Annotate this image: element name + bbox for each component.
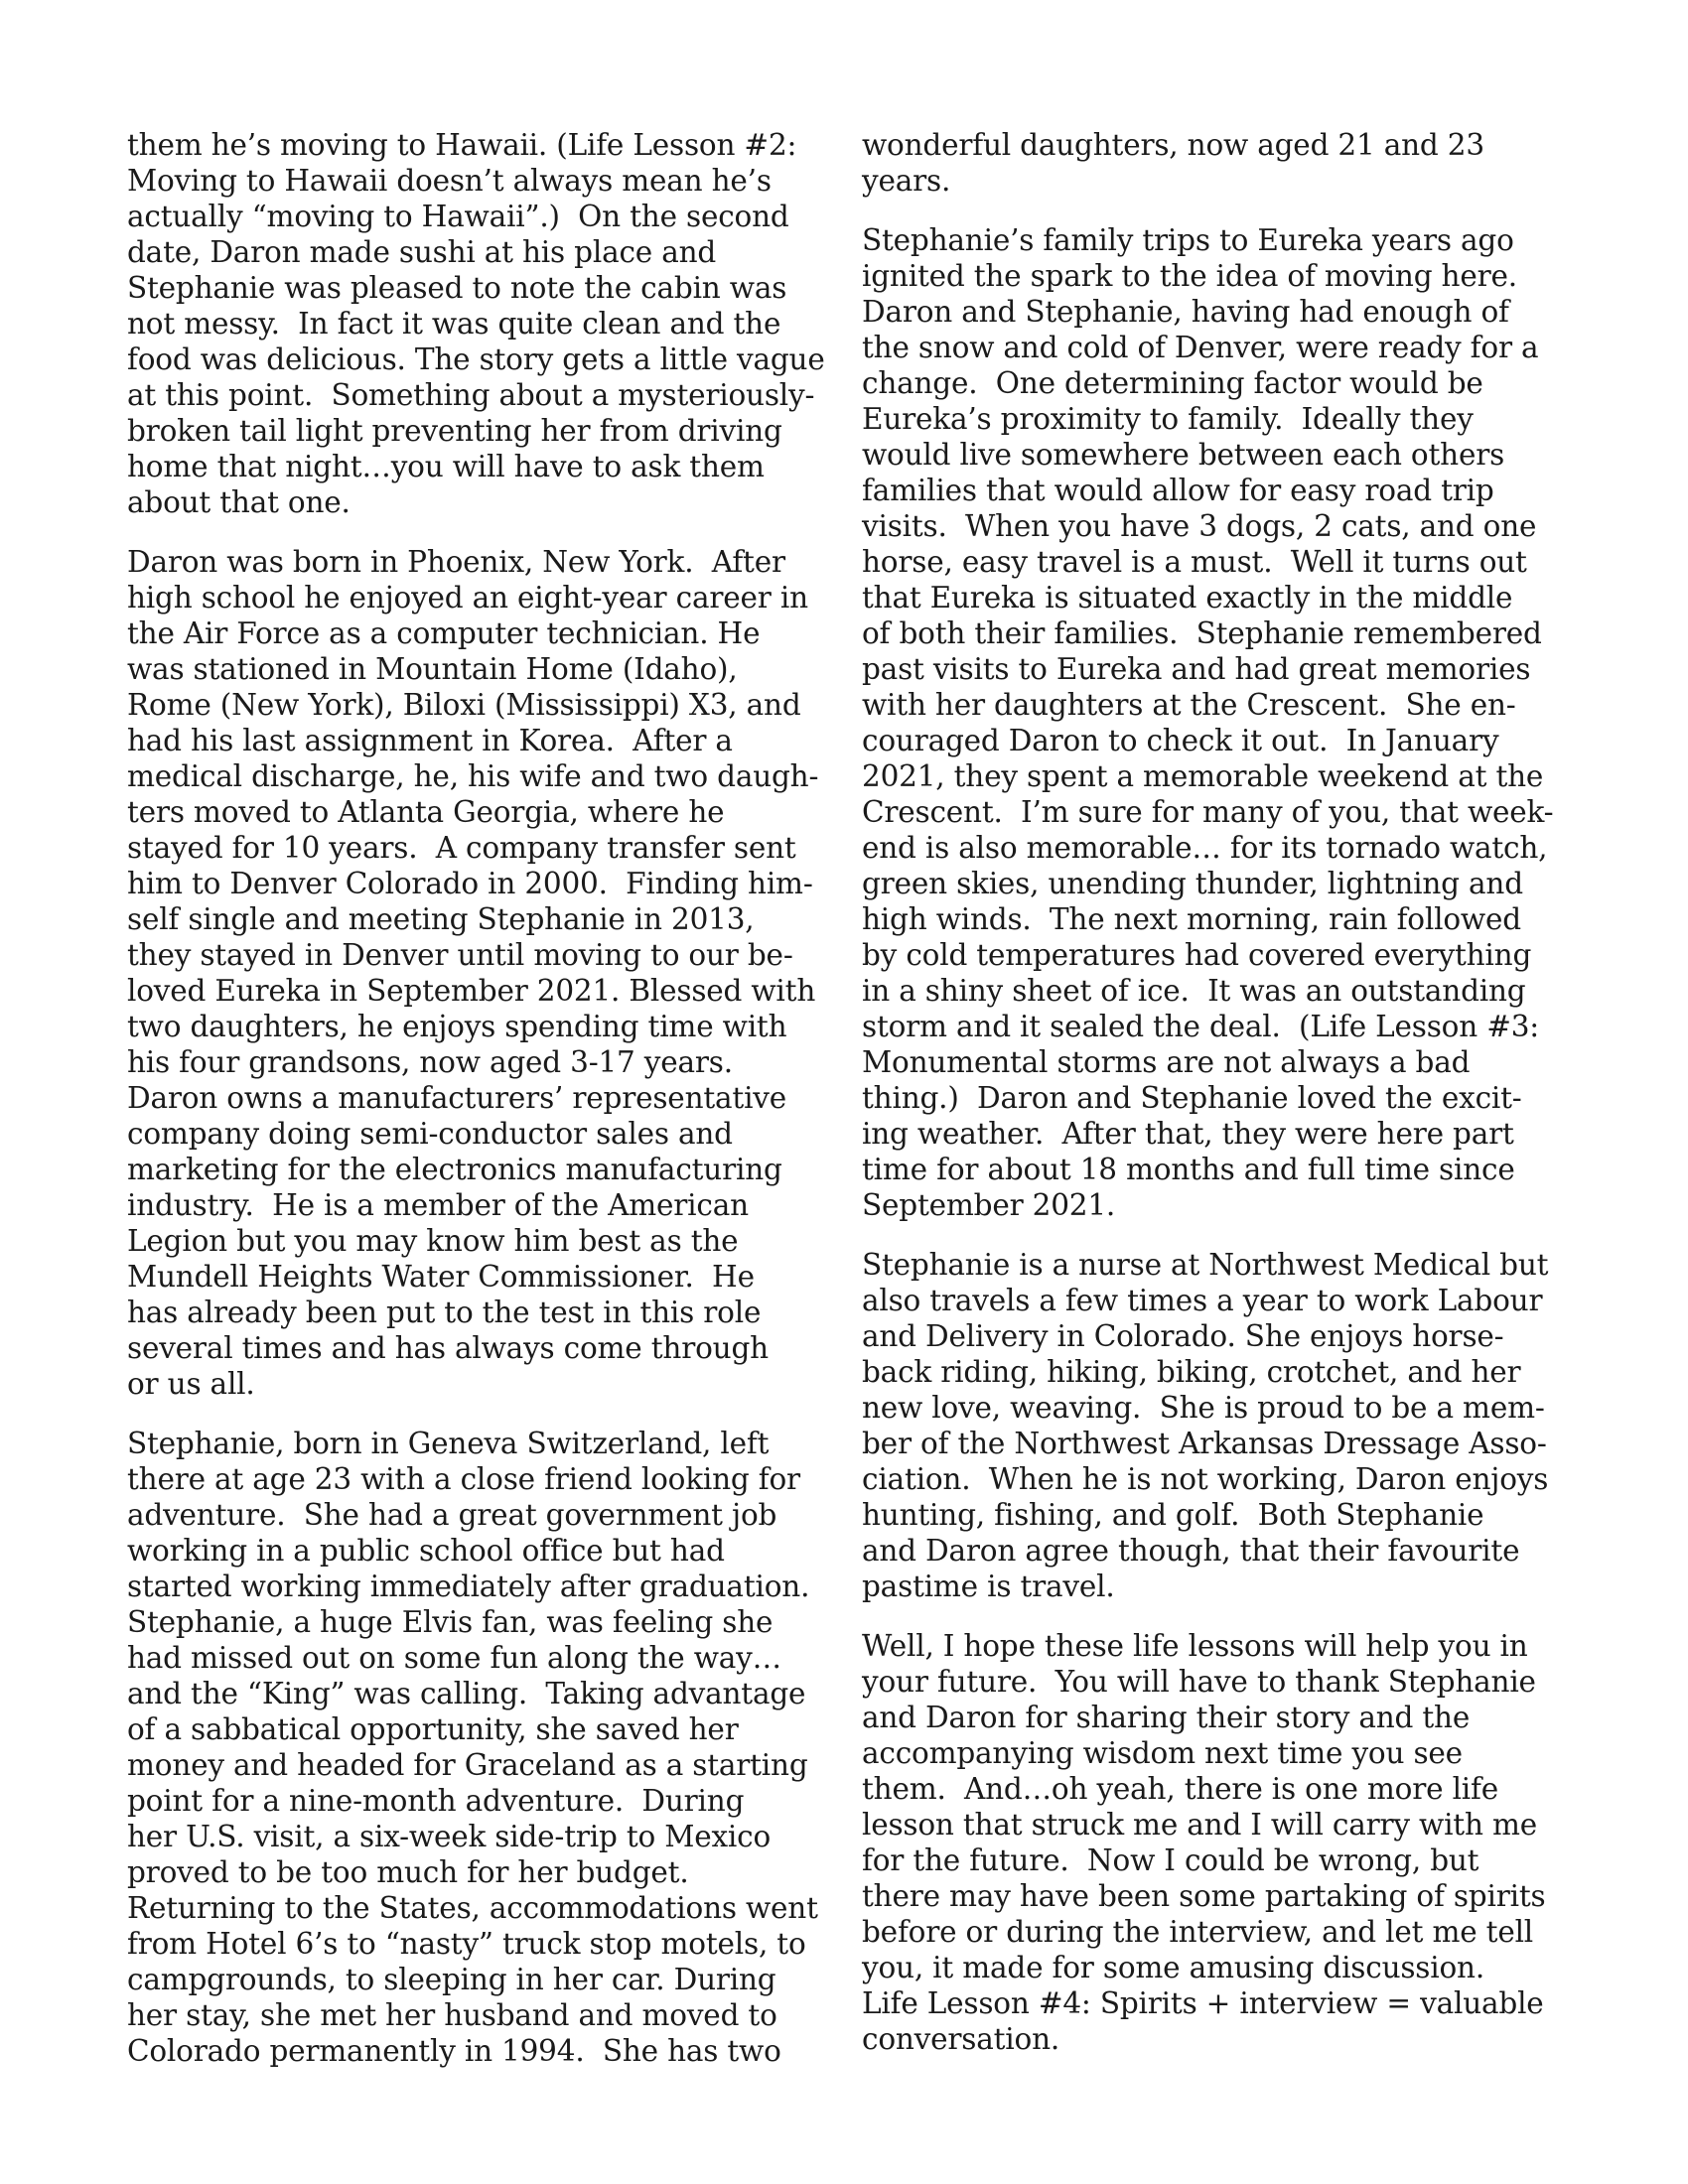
text-line: her U.S. visit, a six-week side-trip to Mexico [127,1820,772,1853]
text-line: her stay, she met her husband and moved to [127,1998,777,2032]
text-line: past visits to Eureka and had great memories [862,652,1531,686]
left-column [127,127,832,2093]
text-line: at this point. Something about a mysteriously- [127,378,815,412]
text-line: of both their families. Stephanie remembered [862,616,1542,650]
text-line: with her daughters at the Crescent. She en- [862,688,1516,722]
text-line: ber of the Northwest Arkansas Dressage Asso- [862,1427,1547,1460]
text-line: high winds. The next morning, rain followed [862,902,1521,936]
text-line: campgrounds, to sleeping in her car. During [127,1963,776,1996]
text-line: ters moved to Atlanta Georgia, where he [127,795,725,829]
text-line: medical discharge, he, his wife and two daugh- [127,759,819,793]
text-line: hunting, fishing, and golf. Both Stephanie [862,1498,1484,1532]
text-line: ing weather. After that, they were here part [862,1117,1514,1151]
text-line: was stationed in Mountain Home (Idaho), [127,652,738,686]
text-line: point for a nine-month adventure. During [127,1784,745,1818]
text-line: company doing semi-conductor sales and [127,1117,733,1151]
text-line: Crescent. I’m sure for many of you, that week- [862,795,1554,829]
text-line: broken tail light preventing her from driving [127,414,782,448]
text-line: proved to be too much for her budget. [127,1855,689,1889]
text-line: wonderful daughters, now aged 21 and 23 [862,128,1484,162]
text-line: Stephanie was pleased to note the cabin was [127,271,787,305]
text-line: of a sabbatical opportunity, she saved her [127,1712,739,1746]
article-paragraph [862,1628,1567,2057]
text-line: lesson that struck me and I will carry with me [862,1808,1537,1842]
text-line: had his last assignment in Korea. After a [127,724,733,757]
text-line: them. And…oh yeah, there is one more life [862,1772,1499,1806]
text-line: Stephanie, born in Geneva Switzerland, left [127,1427,770,1460]
text-line: Colorado permanently in 1994. She has two [127,2034,781,2068]
text-line: and the “King” was calling. Taking advantage [127,1677,806,1710]
text-line: adventure. She had a great government job [127,1498,777,1532]
article-paragraph [127,544,832,1402]
text-line: horse, easy travel is a must. Well it turns out [862,545,1527,579]
text-line: high school he enjoyed an eight-year career in [127,581,808,614]
text-line: two daughters, he enjoys spending time with [127,1010,787,1043]
text-line: before or during the interview, and let me tell [862,1915,1534,1949]
article-paragraph [862,222,1567,1223]
text-line: there may have been some partaking of spirits [862,1879,1546,1913]
text-line: would live somewhere between each others [862,438,1505,472]
text-line: Well, I hope these life lessons will help you in [862,1629,1528,1663]
text-line: by cold temperatures had covered everything [862,938,1532,972]
text-line: Stephanie, a huge Elvis fan, was feeling she [127,1605,774,1639]
text-line: from Hotel 6’s to “nasty” truck stop motels, to [127,1927,806,1961]
article-paragraph [127,1426,832,2069]
text-line: Rome (New York), Biloxi (Mississippi) X3, and [127,688,801,722]
text-line: Daron owns a manufacturers’ representative [127,1081,787,1115]
text-line: and Daron for sharing their story and the [862,1701,1471,1734]
text-line: several times and has always come through [127,1331,769,1365]
article-paragraph [862,127,1567,199]
text-line: and Delivery in Colorado. She enjoys horse- [862,1319,1504,1353]
article-paragraph [127,127,832,520]
text-line: your future. You will have to thank Stephanie [862,1665,1536,1699]
text-line: money and headed for Graceland as a starting [127,1748,808,1782]
text-line: Legion but you may know him best as the [127,1224,739,1258]
text-line: September 2021. [862,1188,1116,1222]
text-line: time for about 18 months and full time since [862,1153,1515,1186]
text-line: in a shiny sheet of ice. It was an outstanding [862,974,1526,1008]
text-line: industry. He is a member of the American [127,1188,749,1222]
text-line: has already been put to the test in this role [127,1296,762,1329]
text-line: and Daron agree though, that their favourite [862,1534,1520,1568]
text-line: storm and it sealed the deal. (Life Lesson #3: [862,1010,1540,1043]
text-line: the Air Force as a computer technician. He [127,616,761,650]
text-line: home that night…you will have to ask them [127,450,765,483]
text-line: not messy. In fact it was quite clean and the [127,307,781,341]
text-line: new love, weaving. She is proud to be a mem- [862,1391,1545,1425]
text-line: them he’s moving to Hawaii. (Life Lesson #2: [127,128,797,162]
text-line: Life Lesson #4: Spirits + interview = valuable [862,1986,1544,2020]
text-line: him to Denver Colorado in 2000. Finding him- [127,867,813,900]
text-line: started working immediately after graduation. [127,1570,810,1603]
text-line: they stayed in Denver until moving to our be- [127,938,793,972]
text-line: Mundell Heights Water Commissioner. He [127,1260,755,1294]
text-line: actually “moving to Hawaii”.) On the second [127,200,789,233]
text-line: years. [862,164,951,198]
text-line: accompanying wisdom next time you see [862,1736,1463,1770]
text-line: you, it made for some amusing discussion. [862,1951,1485,1984]
text-line: Eureka’s proximity to family. Ideally they [862,402,1474,436]
text-line: change. One determining factor would be [862,366,1483,400]
text-line: ciation. When he is not working, Daron enjoys [862,1462,1549,1496]
text-line: conversation. [862,2022,1060,2056]
text-line: green skies, unending thunder, lightning and [862,867,1523,900]
text-line: about that one. [127,485,351,519]
text-line: date, Daron made sushi at his place and [127,235,717,269]
text-line: there at age 23 with a close friend looking for [127,1462,800,1496]
text-line: Stephanie’s family trips to Eureka years ago [862,223,1514,257]
text-line: Moving to Hawaii doesn’t always mean he’s [127,164,772,198]
text-line: couraged Daron to check it out. In January [862,724,1499,757]
text-line: food was delicious. The story gets a little vague [127,342,825,376]
text-line: families that would allow for easy road trip [862,474,1494,507]
text-line: pastime is travel. [862,1570,1115,1603]
text-line: visits. When you have 3 dogs, 2 cats, and one [862,509,1537,543]
text-line: marketing for the electronics manufacturing [127,1153,782,1186]
text-line: Stephanie is a nurse at Northwest Medical but [862,1248,1549,1282]
text-line: stayed for 10 years. A company transfer sent [127,831,796,865]
text-line: back riding, hiking, biking, crotchet, and her [862,1355,1521,1389]
text-line: his four grandsons, now aged 3-17 years. [127,1045,733,1079]
text-line: Daron and Stephanie, having had enough of [862,295,1509,329]
text-line: thing.) Daron and Stephanie loved the excit- [862,1081,1522,1115]
text-line: also travels a few times a year to work Labour [862,1284,1543,1317]
text-line: that Eureka is situated exactly in the middle [862,581,1513,614]
right-column [862,127,1567,2081]
text-line: or us all. [127,1367,255,1401]
text-line: Monumental storms are not always a bad [862,1045,1471,1079]
text-line: end is also memorable… for its tornado watch, [862,831,1548,865]
text-line: loved Eureka in September 2021. Blessed with [127,974,816,1008]
article-paragraph [862,1247,1567,1604]
text-line: 2021, they spent a memorable weekend at the [862,759,1544,793]
text-line: had missed out on some fun along the way… [127,1641,781,1675]
text-line: ignited the spark to the idea of moving here. [862,259,1517,293]
text-line: the snow and cold of Denver, were ready for a [862,331,1539,364]
text-line: Daron was born in Phoenix, New York. After [127,545,785,579]
text-line: Returning to the States, accommodations went [127,1891,818,1925]
text-line: self single and meeting Stephanie in 2013, [127,902,755,936]
text-line: working in a public school office but had [127,1534,725,1568]
text-line: for the future. Now I could be wrong, but [862,1843,1479,1877]
